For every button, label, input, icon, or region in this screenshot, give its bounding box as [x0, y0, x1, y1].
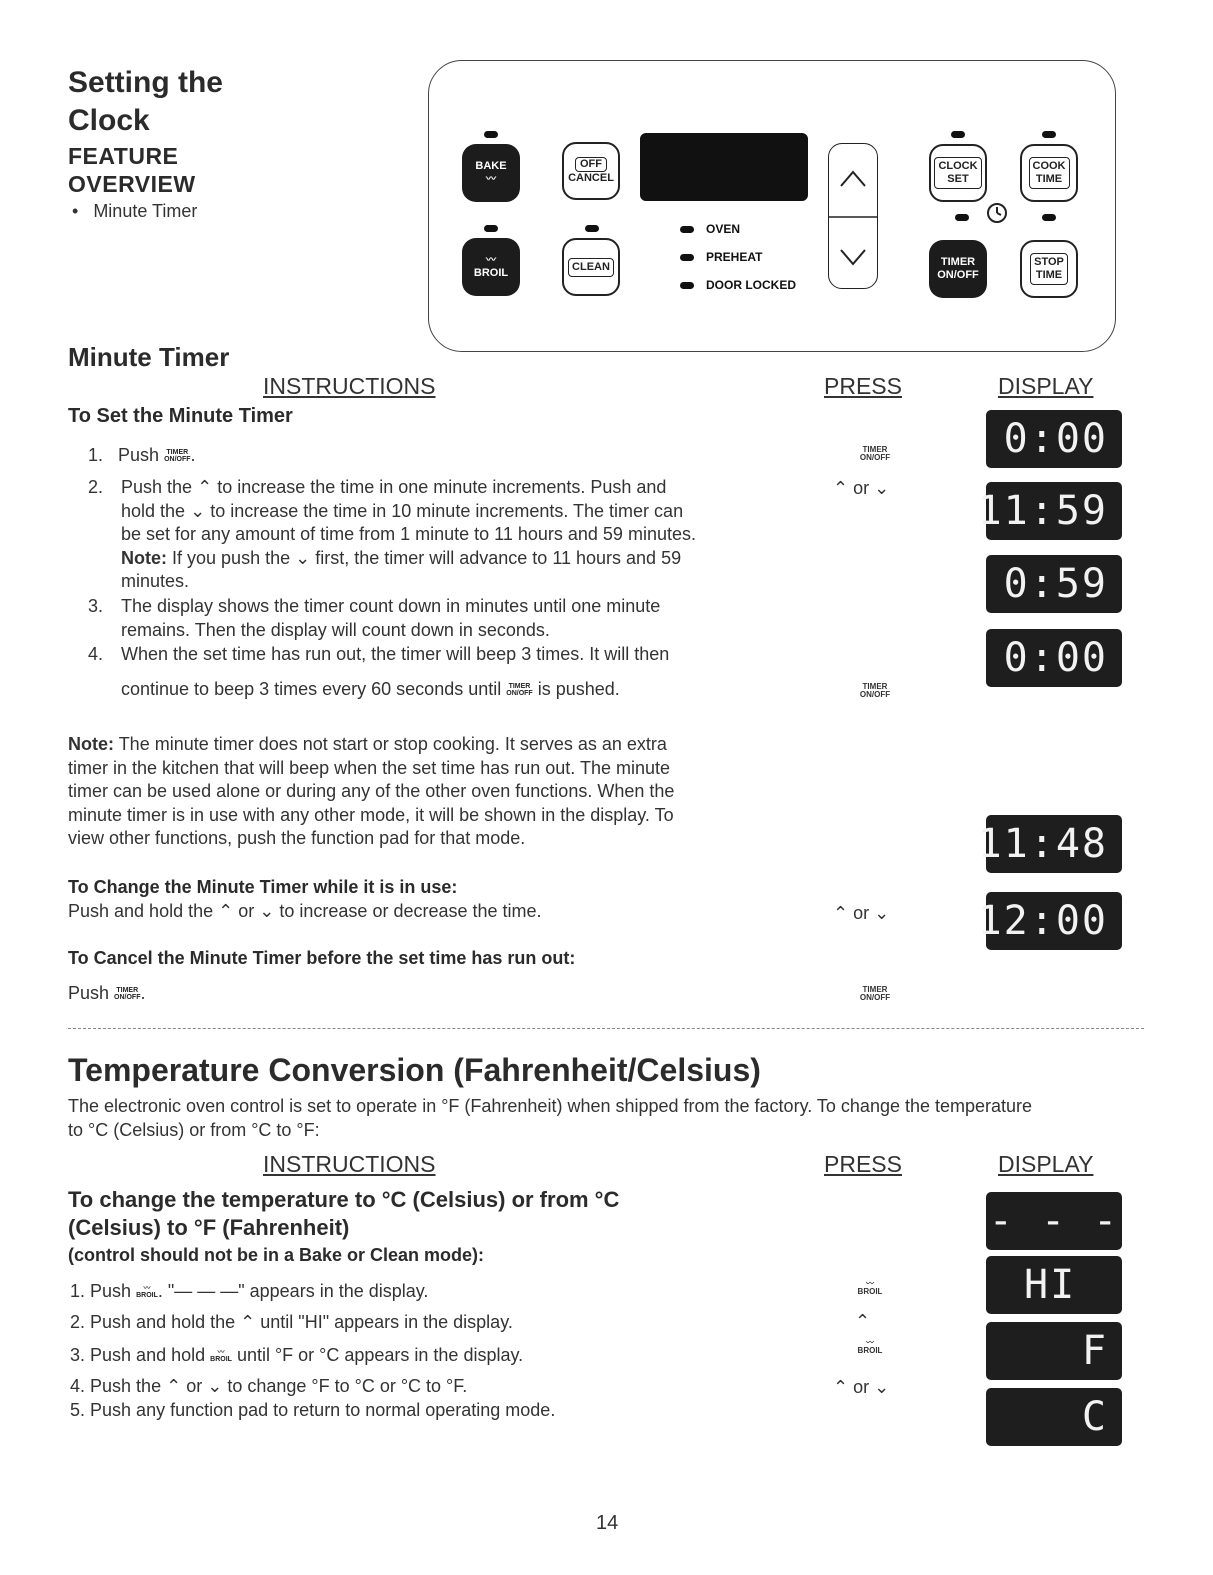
oven-indicator-dot [680, 226, 694, 233]
feature-line-2: OVERVIEW [68, 171, 196, 197]
temperature-heading: Temperature Conversion (Fahrenheit/Celsius) [68, 1052, 761, 1088]
clock-set-pad [929, 144, 987, 202]
timer-onoff-mini-icon: TIMER ON/OFF [506, 682, 533, 697]
down-arrow-icon: ⌄ [874, 478, 890, 498]
temp-display-1: - - - [986, 1192, 1122, 1250]
broil-wave-icon: 〰 [486, 255, 496, 266]
minute-timer-note [68, 733, 758, 851]
set-step-4 [88, 643, 778, 701]
down-arrow-icon: ⌄ [874, 903, 890, 923]
feature-overview-label [68, 142, 196, 198]
step-number: 2. [88, 477, 104, 497]
press-timer-onoff-2: TIMER ON/OFF [859, 682, 891, 699]
note-line: timer can be used alone or during any of the other oven functions. When the [68, 781, 675, 801]
step-body [121, 595, 778, 642]
set-step-3 [88, 595, 778, 642]
temp-press-column-header: PRESS [824, 1151, 902, 1177]
press-broil-2: 〰 BROIL [857, 1338, 883, 1355]
broil-pad [462, 238, 520, 296]
cancel-timer-text: Push TIMER ON/OFF. [68, 983, 146, 1003]
press-timer-onoff-1: TIMER ON/OFF [859, 445, 891, 462]
bullet-text: Minute Timer [93, 201, 198, 221]
change-timer-subheading: To Change the Minute Timer while it is in use: [68, 877, 458, 897]
feature-line-1: FEATURE [68, 143, 179, 169]
timer-label: TIMER [940, 256, 976, 268]
up-arrow-icon: ⌃ [218, 901, 234, 921]
temp-step-5: 5. Push any function pad to return to normal operating mode. [70, 1400, 556, 1420]
up-arrow-icon: ⌃ [855, 1311, 871, 1331]
section-divider [68, 1028, 1144, 1029]
clock-indicator-dot [951, 131, 965, 138]
clock-label: CLOCK [938, 160, 978, 172]
up-arrow-icon: ⌃ [240, 1312, 256, 1332]
press-up-or-down-2: ⌃ or ⌄ [833, 903, 890, 923]
note-line: Note: The minute timer does not start or stop cooking. It serves as an extra [68, 734, 667, 754]
display-column-header: DISPLAY [998, 373, 1094, 399]
step-line: Note: If you push the ⌄ first, the timer will advance to 11 hours and 59 [121, 547, 682, 568]
temp-step-1: 1. Push 〰 BROIL. "— — —" appears in the display. [70, 1281, 429, 1301]
door-locked-indicator-label: DOOR LOCKED [706, 278, 796, 292]
minute-timer-heading: Minute Timer [68, 342, 230, 372]
preheat-indicator-label: PREHEAT [706, 250, 763, 264]
press-timer-onoff-3: TIMER ON/OFF [859, 985, 891, 1002]
step-line: When the set time has run out, the timer will beep 3 times. It will then [121, 644, 670, 664]
intro-line: to °C (Celsius) or from °C to °F: [68, 1119, 320, 1140]
timer-display-5: 11:48 [986, 815, 1122, 873]
timer-onoff-pad [929, 240, 987, 298]
change-timer-text: Push and hold the ⌃ or ⌄ to increase or decrease the time. [68, 901, 542, 921]
broil-indicator-dot [484, 225, 498, 232]
bake-pad [462, 144, 520, 202]
title-line-1: Setting the [68, 66, 223, 99]
off-indicator-dot [585, 225, 599, 232]
temp-instructions-column-header: INSTRUCTIONS [263, 1151, 436, 1177]
broil-mini-icon: 〰 BROIL [136, 1285, 158, 1300]
stop-label: STOP [1034, 256, 1064, 268]
timer-display-2: 11:59 [986, 482, 1122, 540]
control-panel-illustration [428, 60, 1116, 352]
clean-label: CLEAN [568, 258, 614, 277]
down-arrow-icon: ⌄ [190, 500, 206, 521]
bake-wave-icon: 〰 [486, 174, 496, 185]
arrow-pad-group [828, 143, 878, 289]
step-line: be set for any amount of time from 1 minute to 11 hours and 59 minutes. [121, 524, 696, 544]
cook-label: COOK [1032, 160, 1066, 172]
intro-line: The electronic oven control is set to operate in °F (Fahrenheit) when shipped from the factory. To change the temperature [68, 1096, 1033, 1116]
temp-display-4: C [986, 1388, 1122, 1446]
panel-display-lcd [640, 133, 808, 201]
down-arrow-icon: ⌄ [295, 547, 311, 568]
door-locked-indicator-dot [680, 282, 694, 289]
cancel-label: CANCEL [568, 172, 614, 184]
clean-pad [562, 238, 620, 296]
timer-indicator-dot [955, 214, 969, 221]
temp-step-3: 3. Push and hold 〰 BROIL until °F or °C appears in the display. [70, 1345, 524, 1365]
clock-set-label [934, 157, 981, 189]
press-up-or-down-3: ⌃ or ⌄ [833, 1377, 890, 1397]
cook-time-label [1029, 157, 1070, 189]
bullet-dot: • [72, 201, 94, 221]
temp-subheading-condition: (control should not be in a Bake or Clean mode): [68, 1245, 485, 1265]
step-line: remains. Then the display will count down in seconds. [121, 619, 550, 640]
cancel-timer-subheading: To Cancel the Minute Timer before the set time has run out: [68, 948, 576, 968]
note-line: minute timer is in use with any other mode, it will be shown in the display. To [68, 804, 674, 825]
bake-indicator-dot [484, 131, 498, 138]
set-step-1: 1. Push TIMER ON/OFF. [88, 445, 196, 465]
note-line: timer in the kitchen that will beep when the set time has run out. The minute [68, 757, 670, 778]
up-arrow-icon: ⌃ [833, 478, 849, 498]
bake-label: BAKE [475, 160, 507, 172]
timer-onoff-mini-icon: TIMER ON/OFF [164, 449, 191, 464]
up-arrow-icon: ⌃ [166, 1376, 182, 1396]
temp-display-2: HI [986, 1256, 1122, 1314]
step-line: continue to beep 3 times every 60 seconds until TIMER ON/OFF is pushed. [121, 678, 620, 699]
stop-time-label [1030, 253, 1068, 285]
set-label: SET [947, 173, 969, 185]
set-timer-subheading: To Set the Minute Timer [68, 405, 293, 427]
step-number: 1. [88, 445, 104, 465]
step-number: 4. [88, 644, 104, 664]
timer-display-4: 0:00 [986, 629, 1122, 687]
step-text: Push [118, 445, 160, 465]
down-arrow-icon [841, 250, 865, 264]
down-arrow-icon: ⌄ [207, 1376, 223, 1396]
off-cancel-pad [562, 142, 620, 200]
broil-label: BROIL [473, 267, 509, 279]
down-arrow-icon: ⌄ [874, 1377, 890, 1397]
cook-time-word: TIME [1035, 173, 1063, 185]
title-line-2: Clock [68, 104, 150, 137]
cook-time-pad [1020, 144, 1078, 202]
clock-icon [986, 202, 1008, 224]
page-number: 14 [596, 1512, 619, 1534]
temp-subheading-line: To change the temperature to °C (Celsius) or from °C [68, 1187, 620, 1212]
temp-subheading [68, 1186, 619, 1242]
temp-display-column-header: DISPLAY [998, 1151, 1094, 1177]
preheat-indicator-dot [680, 254, 694, 261]
arrow-pad-svg [829, 144, 877, 288]
broil-mini-icon: 〰 BROIL [210, 1349, 232, 1364]
stop-time-indicator-dot [1042, 214, 1056, 221]
temp-display-3: F [986, 1322, 1122, 1380]
cook-time-indicator-dot [1042, 131, 1056, 138]
press-up-arrow [855, 1310, 870, 1334]
press-up-or-down-1: ⌃ or ⌄ [833, 478, 890, 498]
feature-bullet [72, 200, 197, 224]
step-line: minutes. [121, 571, 190, 591]
note-line: view other functions, push the function pad for that mode. [68, 828, 526, 848]
press-broil-1: 〰 BROIL [857, 1279, 883, 1296]
down-arrow-icon: ⌄ [259, 901, 275, 921]
temp-subheading-line: (Celsius) to °F (Fahrenheit) [68, 1215, 350, 1240]
up-arrow-icon: ⌃ [833, 1377, 849, 1397]
up-arrow-icon: ⌃ [833, 903, 849, 923]
step-line: hold the ⌄ to increase the time in 10 minute increments. The timer can [121, 500, 684, 521]
timer-display-6: 12:00 [986, 892, 1122, 950]
stop-time-word: TIME [1035, 269, 1063, 281]
off-label: OFF [575, 157, 607, 172]
step-line: Push the ⌃ to increase the time in one minute increments. Push and [121, 477, 667, 497]
step-number: 3. [88, 596, 104, 616]
step-line: The display shows the timer count down in minutes until one minute [121, 596, 661, 616]
step-body [121, 643, 778, 701]
section-title [68, 64, 223, 140]
off-cancel-label [568, 157, 614, 185]
temperature-intro [68, 1095, 1168, 1142]
stop-time-pad [1020, 240, 1078, 298]
timer-display-1: 0:00 [986, 410, 1122, 468]
up-arrow-icon: ⌃ [197, 477, 213, 497]
timer-onoff-mini-icon: TIMER ON/OFF [114, 987, 141, 1002]
oven-indicator-label: OVEN [706, 222, 741, 236]
set-step-2 [88, 476, 778, 594]
step-body [121, 476, 778, 594]
press-column-header: PRESS [824, 373, 902, 399]
temp-step-4: 4. Push the ⌃ or ⌄ to change °F to °C or °C to °F. [70, 1376, 468, 1396]
temp-step-2: 2. Push and hold the ⌃ until "HI" appears in the display. [70, 1312, 513, 1332]
timer-display-3: 0:59 [986, 555, 1122, 613]
up-arrow-icon [841, 172, 865, 186]
instructions-column-header: INSTRUCTIONS [263, 373, 436, 399]
onoff-label: ON/OFF [937, 269, 979, 281]
